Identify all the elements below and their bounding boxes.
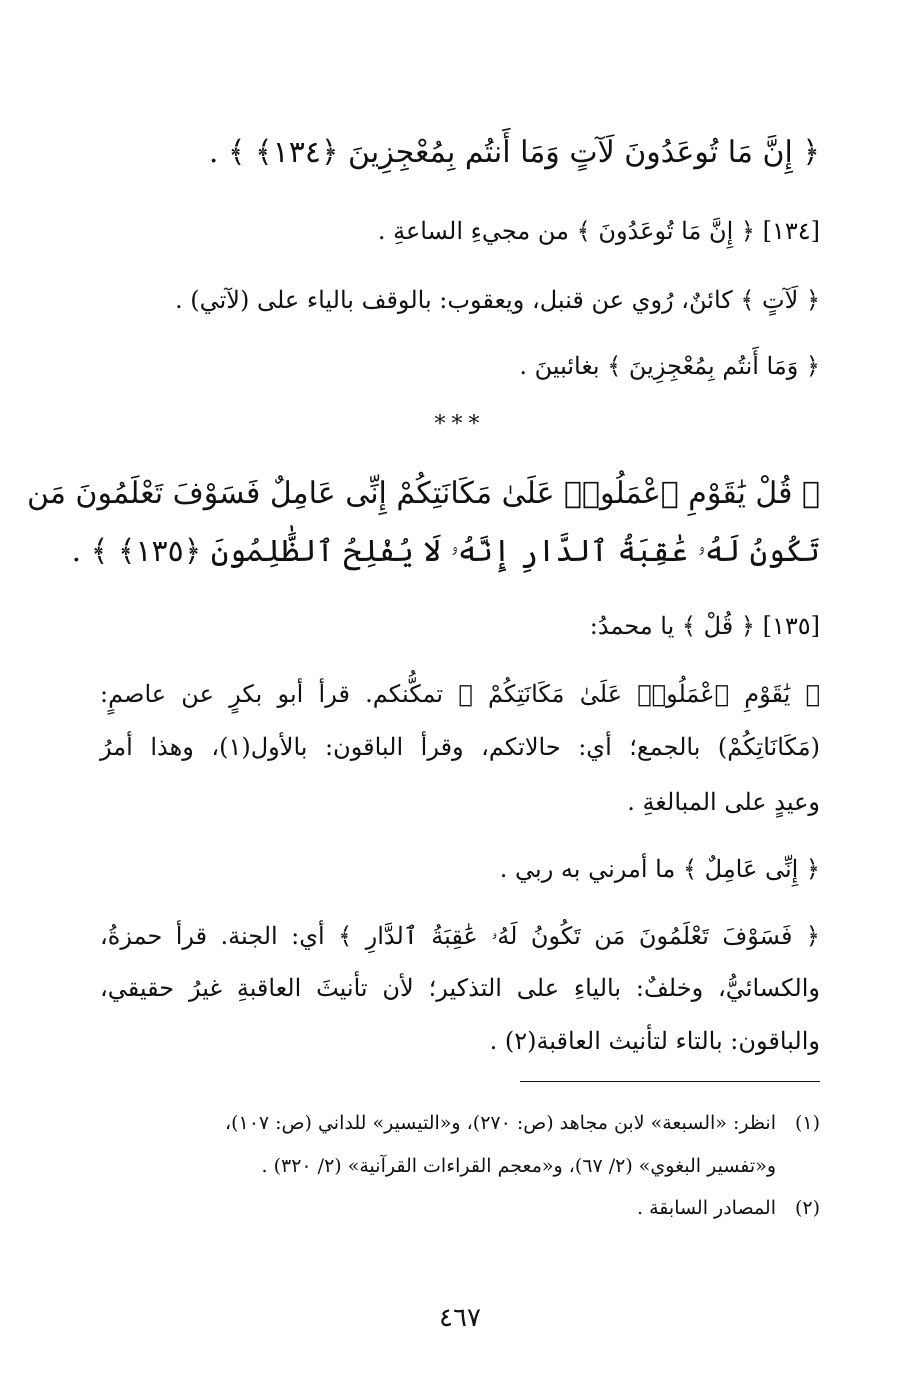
book-page xyxy=(26,0,820,1381)
commentary-line: (مَكَانَاتِكُمْ) بالجمع؛ أي: حالاتكم، وقرأ الباقون: بالأول(١)، وهذا أمرُ xyxy=(100,733,820,761)
footnote-2 xyxy=(100,1197,820,1219)
commentary-line: ﴿ إِنِّى عَامِلٌ ﴾ ما أمرني به ربي . xyxy=(499,855,820,883)
commentary-line: ﴿ فَسَوْفَ تَعْلَمُونَ مَن تَكُونُ لَهُۥ عَٰقِبَةُ ٱلدَّارِ ﴾ أي: الجنة. قرأ حمزةُ، xyxy=(100,922,820,950)
verse-135-line: ﴿ قُلْ يَٰقَوْمِ ٱعْمَلُوا۟ عَلَىٰ مَكَانَتِكُمْ إِنِّى عَامِلٌ فَسَوْفَ تَعْلَمُونَ مَن xyxy=(26,476,820,511)
footnote-1 xyxy=(100,1112,820,1134)
footnote-text: المصادر السابقة . xyxy=(637,1197,776,1219)
commentary-line: [١٣٤] ﴿ إِنَّ مَا تُوعَدُونَ ﴾ من مجيءِ الساعةِ . xyxy=(377,217,820,245)
verse-134: ﴿ إِنَّ مَا تُوعَدُونَ لَآتٍ وَمَا أَنتُم بِمُعْجِزِينَ ﴿١٣٤﴾ ﴾ . xyxy=(208,135,820,170)
footnote-number: (٢) xyxy=(794,1197,820,1219)
footnote-text: و«تفسير البغوي» (٢/ ٦٧)، و«معجم القراءات القرآنية» (٢/ ٣٢٠) . xyxy=(261,1155,776,1177)
commentary-line: والكسائيُّ، وخلفٌ: بالياءِ على التذكير؛ لأن تأنيثَ العاقبةِ غيرُ حقيقي، xyxy=(100,974,820,1002)
footnote-divider xyxy=(520,1081,820,1082)
commentary-line: ﴿ وَمَا أَنتُم بِمُعْجِزِينَ ﴾ بغائبينَ . xyxy=(519,352,820,380)
footnote-text: انظر: «السبعة» لابن مجاهد (ص: ٢٧٠)، و«التيسير» للداني (ص: ١٠٧)، xyxy=(224,1112,776,1134)
commentary-line: ﴿ لَآتٍ ﴾ كائنٌ، رُوي عن قنبل، ويعقوب: بالوقف بالياء على (لآتي) . xyxy=(174,286,820,314)
commentary-line: [١٣٥] ﴿ قُلْ ﴾ يا محمدُ: xyxy=(589,612,820,640)
verse-135-line: تَكُونُ لَهُۥ عَٰقِبَةُ ٱلدَّارِ إِنَّهُۥ لَا يُفْلِحُ ٱلظَّٰلِمُونَ ﴿١٣٥﴾ ﴾ . xyxy=(71,534,820,569)
commentary-line: ﴿ يَٰقَوْمِ ٱعْمَلُوا۟ عَلَىٰ مَكَانَتِكُمْ ﴾ تمكُّنكم. قرأ أبو بكرٍ عن عاصمٍ: xyxy=(100,680,820,708)
footnote-1-continued xyxy=(100,1155,820,1177)
commentary-line: وعيدٍ على المبالغةِ . xyxy=(627,788,820,816)
commentary-line: والباقون: بالتاء لتأنيث العاقبة(٢) . xyxy=(489,1027,820,1055)
page-number: ٤٦٧ xyxy=(439,1303,481,1333)
footnote-number: (١) xyxy=(794,1112,820,1134)
section-separator: *** xyxy=(434,412,486,437)
